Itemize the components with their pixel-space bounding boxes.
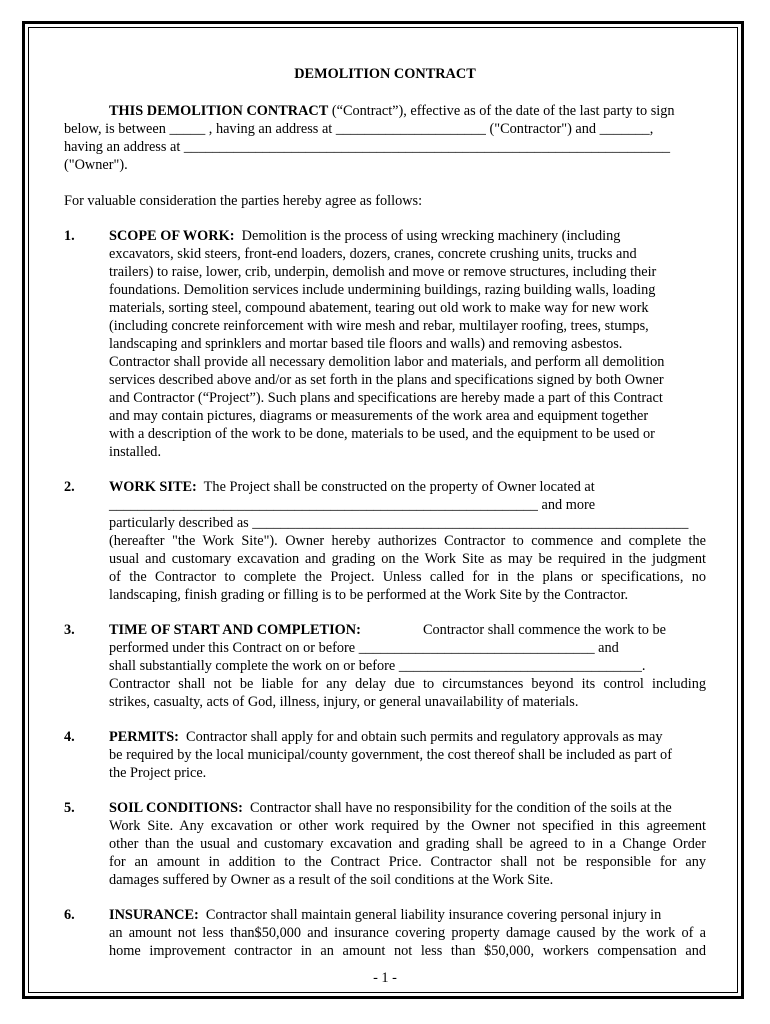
section-5-line-2: Work Site. Any excavation or other work required by the Owner not specified in this agreement <box>109 818 706 834</box>
section-2-line-6: of the Contractor to complete the Project. Unless called for in the plans or specifications, no <box>109 569 706 585</box>
section-3-line-5: strikes, casualty, acts of God, illness, injury, or general unavailability of materials. <box>109 694 579 710</box>
section-2-text-1: The Project shall be constructed on the property of Owner located at <box>196 479 595 495</box>
intro-line-4: ("Owner"). <box>64 157 128 173</box>
section-2-heading: WORK SITE: <box>109 479 197 495</box>
section-2-number: 2. <box>64 479 75 495</box>
section-3-line-1: Contractor shall commence the work to be <box>423 622 666 638</box>
section-6-line-2: an amount not less than$50,000 and insurance covering property damage caused by the work of a <box>109 925 706 941</box>
intro-line-1-rest: (“Contract”), effective as of the date of the last party to sign <box>328 103 675 119</box>
section-1-line-7: landscaping and sprinklers and mortar based tile floors and walls) and removing asbestos. <box>109 336 623 352</box>
section-6-text-1: Contractor shall maintain general liability insurance covering personal injury in <box>198 907 662 923</box>
section-1-line-4: foundations. Demolition services include undermining buildings, razing building walls, loading <box>109 282 656 298</box>
intro-line-3: having an address at ____________________________________________________________________ <box>64 139 670 155</box>
intro-line-2: below, is between _____ , having an address at _____________________ ("Contractor") and _______, <box>64 121 654 137</box>
section-2-line-3: particularly described as _____________________________________________________________ <box>109 515 689 531</box>
section-6-line-3: home improvement contractor in an amount not less than $50,000, workers compensation and <box>109 943 706 959</box>
section-4-line-3: the Project price. <box>109 765 207 781</box>
section-2-line-1 <box>109 478 595 496</box>
section-1-line-1 <box>109 227 620 245</box>
section-3-heading-text: TIME OF START AND COMPLETION: <box>109 622 361 638</box>
section-2-line-5: usual and customary excavation and grading on the Work Site as may be required in the judgment <box>109 551 706 567</box>
section-1-line-3: trailers) to raise, lower, crib, underpin, demolish and move or remove structures, including their <box>109 264 657 280</box>
section-1-line-11: and may contain pictures, diagrams or measurements of the work area and equipment together <box>109 408 649 424</box>
section-5-number: 5. <box>64 800 75 816</box>
section-1-line-5: materials, sorting steel, compound abatement, tearing out old work to make way for new work <box>109 300 649 316</box>
section-3-line-3: shall substantially complete the work on or before __________________________________. <box>109 658 646 674</box>
section-5-line-3: other than the usual and customary excavation and grading shall be agreed to in a Change Order <box>109 836 706 852</box>
section-3-number: 3. <box>64 622 75 638</box>
section-5-line-5: damages suffered by Owner as a result of the soil conditions at the Work Site. <box>109 872 554 888</box>
section-1-line-8: Contractor shall provide all necessary demolition labor and materials, and perform all demolition <box>109 354 665 370</box>
section-1-line-13: installed. <box>109 444 162 460</box>
page-number: - 1 - <box>373 970 397 986</box>
section-1-line-12: with a description of the work to be done, materials to be used, and the equipment to be used or <box>109 426 655 442</box>
section-1-number: 1. <box>64 228 75 244</box>
section-4-line-1 <box>109 728 663 746</box>
section-1-line-9: services described above and/or as set forth in the plans and specifications signed by both Owner <box>109 372 664 388</box>
section-4-number: 4. <box>64 729 75 745</box>
section-1-text-1: Demolition is the process of using wrecking machinery (including <box>234 228 621 244</box>
section-1-line-6: (including concrete reinforcement with wire mesh and rebar, multilayer roofing, trees, stumps, <box>109 318 649 334</box>
section-1-heading: SCOPE OF WORK: <box>109 228 235 244</box>
section-2-line-4: (hereafter "the Work Site"). Owner hereby authorizes Contractor to commence and complete the <box>109 533 706 549</box>
section-3-line-4: Contractor shall not be liable for any delay due to circumstances beyond its control including <box>109 676 706 692</box>
section-4-heading: PERMITS: <box>109 729 179 745</box>
intro-line-1 <box>109 102 675 120</box>
section-2-line-2: ____________________________________________________________ and more <box>109 497 596 513</box>
section-6-heading: INSURANCE: <box>109 907 199 923</box>
document-title: DEMOLITION CONTRACT <box>294 66 476 82</box>
intro-bold-lead: THIS DEMOLITION CONTRACT <box>109 103 329 119</box>
section-1-line-2: excavators, skid steers, front-end loaders, dozers, cranes, concrete crushing units, trucks and <box>109 246 637 262</box>
section-5-heading: SOIL CONDITIONS: <box>109 800 243 816</box>
section-1-line-10: and Contractor (“Project”). Such plans and specifications are hereby made a part of this Contract <box>109 390 663 406</box>
section-4-text-1: Contractor shall apply for and obtain such permits and regulatory approvals as may <box>178 729 663 745</box>
section-4-line-2: be required by the local municipal/county government, the cost thereof shall be included as part of <box>109 747 672 763</box>
section-6-line-1 <box>109 906 661 924</box>
section-5-line-1 <box>109 799 672 817</box>
section-5-line-4: for an amount in addition to the Contract Price. Contractor shall not be responsible for any <box>109 854 706 870</box>
section-6-number: 6. <box>64 907 75 923</box>
section-3-heading <box>109 621 361 639</box>
section-5-text-1: Contractor shall have no responsibility for the condition of the soils at the <box>242 800 672 816</box>
section-2-line-7: landscaping, finish grading or filling is to be performed at the Work Site by the Contractor. <box>109 587 629 603</box>
consideration-text: For valuable consideration the parties hereby agree as follows: <box>64 193 423 209</box>
section-3-line-2: performed under this Contract on or before _________________________________ and <box>109 640 619 656</box>
